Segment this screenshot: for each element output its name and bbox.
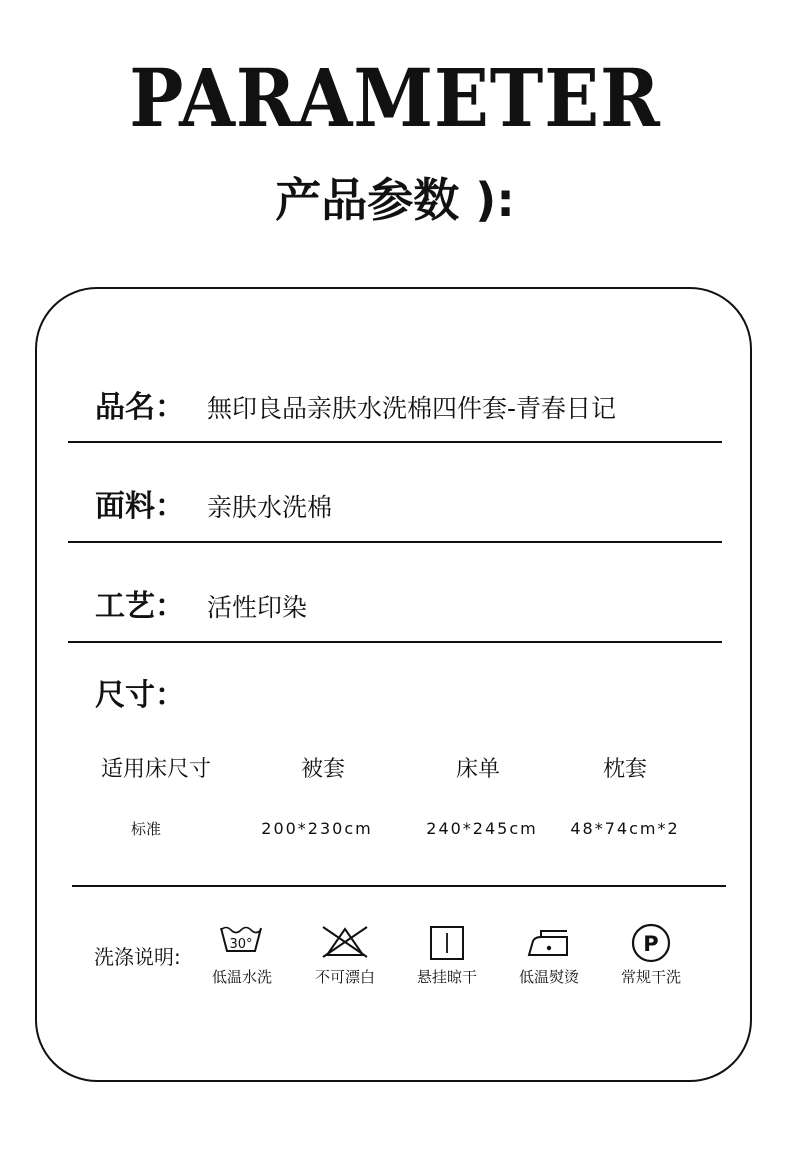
size-cell-duvet: 200*230cm (261, 819, 373, 838)
size-cell-sheet: 240*245cm (426, 819, 538, 838)
low-iron-icon (501, 921, 597, 965)
care-label-hang-dry: 悬挂晾干 (416, 968, 477, 986)
dry-clean-p-icon (603, 921, 699, 965)
divider (68, 641, 722, 643)
product-name-value: 無印良品亲肤水洗棉四件套-青春日记 (207, 394, 617, 423)
care-item-low-iron (501, 921, 597, 987)
page-title: PARAMETER (129, 51, 661, 145)
size-header-duvet: 被套 (300, 757, 345, 782)
no-bleach-icon (297, 921, 393, 965)
size-header-pillowcase: 枕套 (602, 757, 647, 782)
product-name-row (95, 388, 616, 429)
care-item-low-temp-wash (194, 921, 290, 987)
process-value: 活性印染 (207, 593, 308, 622)
divider (72, 885, 726, 887)
divider (68, 541, 722, 543)
divider (68, 441, 722, 443)
parameter-card (35, 287, 752, 1082)
care-title: 洗涤说明: (94, 945, 181, 969)
size-cell-pillowcase: 48*74cm*2 (570, 819, 680, 838)
care-label-dry-clean: 常规干洗 (620, 968, 681, 986)
size-cell-bed: 标准 (130, 820, 161, 838)
care-item-hang-dry (399, 921, 495, 987)
fabric-row (95, 487, 332, 528)
fabric-label: 面料： (95, 489, 185, 524)
care-label-no-bleach: 不可漂白 (314, 968, 375, 986)
fabric-value: 亲肤水洗棉 (207, 493, 333, 522)
care-label-low-temp-wash: 低温水洗 (211, 968, 272, 986)
size-label: 尺寸： (95, 678, 185, 713)
process-label: 工艺： (95, 589, 185, 624)
care-item-dry-clean (603, 921, 699, 987)
wash-30-icon (194, 921, 290, 965)
page-subtitle: 产品参数 ): (275, 173, 515, 227)
process-row (95, 587, 307, 628)
hang-dry-icon (399, 921, 495, 965)
wash-temp-text: 30° (229, 937, 253, 952)
care-item-no-bleach (297, 921, 393, 987)
care-label-low-iron: 低温熨烫 (518, 968, 579, 986)
size-header-sheet: 床单 (455, 757, 500, 782)
size-header-bed: 适用床尺寸 (100, 757, 211, 782)
size-row (95, 676, 185, 716)
product-name-label: 品名： (95, 390, 185, 425)
dry-clean-letter: P (643, 932, 659, 956)
